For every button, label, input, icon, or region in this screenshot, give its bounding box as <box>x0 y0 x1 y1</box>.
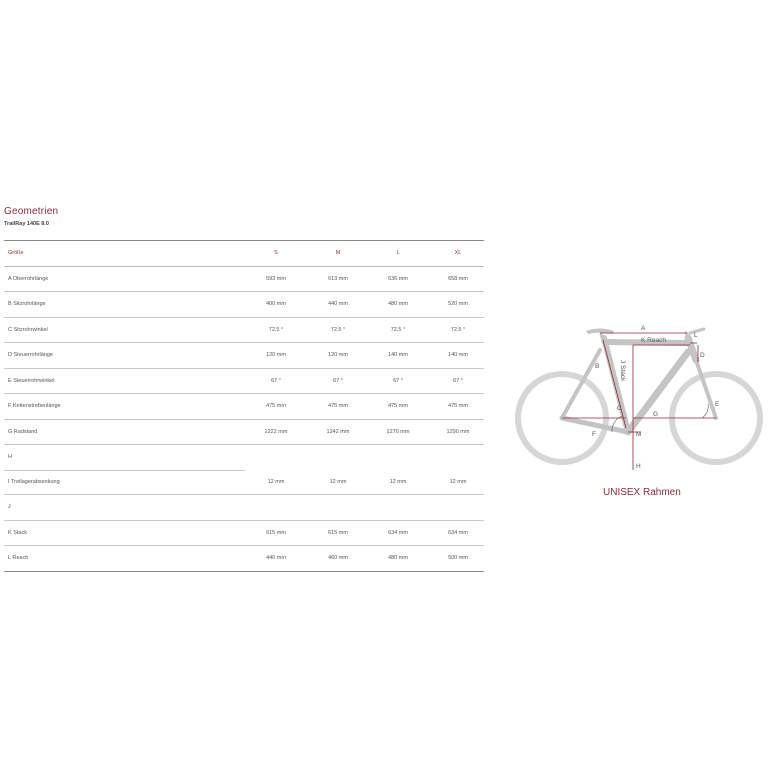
cell-l: 480 mm <box>388 301 408 307</box>
cell-s: 400 mm <box>266 301 286 307</box>
label-d: D <box>700 352 705 359</box>
table-header-row <box>4 241 484 267</box>
row-label: A Oberrohrlänge <box>8 275 49 282</box>
cell-m: 12 mm <box>329 478 347 485</box>
table-row <box>4 546 484 572</box>
cell-l: 634 mm <box>388 529 408 536</box>
cell-l: 480 mm <box>388 555 408 561</box>
header-size-l: L <box>396 250 400 256</box>
row-label: H <box>8 454 12 460</box>
label-j-stack: J Stack <box>619 360 626 382</box>
row-label: B Sitzrohrlänge <box>8 301 46 307</box>
row-label: D Steuerrohrlänge <box>8 352 53 358</box>
header-size-s: S <box>274 250 278 256</box>
label-c: C <box>617 405 622 412</box>
cell-m: 120 mm <box>328 352 348 358</box>
cell-m: 1242 mm <box>326 428 350 435</box>
geometry-table <box>4 240 484 572</box>
cell-m: 475 mm <box>328 403 348 409</box>
cell-s: 120 mm <box>266 352 286 358</box>
cell-m: 440 mm <box>328 301 348 307</box>
table-row <box>4 521 484 547</box>
cell-l: 72,5 ° <box>390 326 406 333</box>
cell-xl: 634 mm <box>448 529 468 536</box>
cell-s: 593 mm <box>266 275 286 282</box>
cell-l: 140 mm <box>388 352 408 358</box>
cell-l: 12 mm <box>389 478 407 485</box>
label-g: G <box>653 411 659 418</box>
cell-l: 67 ° <box>393 377 403 384</box>
row-label: E Steuerrohrwinkel <box>8 377 55 384</box>
page-title: Geometrien <box>4 206 59 217</box>
table-row <box>4 292 484 318</box>
label-b: B <box>595 363 600 370</box>
table-row <box>4 420 484 446</box>
table-row <box>4 318 484 344</box>
table-row <box>4 470 484 496</box>
label-a: A <box>641 325 646 332</box>
label-e: E <box>715 401 720 408</box>
table-row <box>4 267 484 293</box>
cell-xl: 67 ° <box>453 377 463 384</box>
header-size-m: M <box>335 250 341 256</box>
table-row <box>4 394 484 420</box>
cell-s: 12 mm <box>267 478 285 485</box>
cell-xl: 475 mm <box>448 403 468 409</box>
row-label: I Tretlagerabsenkung <box>8 478 60 485</box>
cell-l: 636 mm <box>388 275 408 282</box>
cell-xl: 12 mm <box>449 478 467 485</box>
cell-s: 67 ° <box>271 377 281 384</box>
cell-s: 615 mm <box>266 529 286 536</box>
bike-geometry-diagram <box>510 320 768 480</box>
cell-m: 613 mm <box>328 275 348 282</box>
cell-s: 440 mm <box>266 555 286 561</box>
cell-s: 1222 mm <box>264 428 288 435</box>
table-row <box>4 495 484 521</box>
frame-caption: UNISEX Rahmen <box>603 487 681 498</box>
cell-xl: 500 mm <box>448 555 468 561</box>
row-label: J <box>8 504 11 510</box>
cell-m: 460 mm <box>328 555 348 561</box>
cell-l: 1270 mm <box>386 428 410 435</box>
table-row <box>4 369 484 395</box>
row-label: G Radstand <box>8 428 38 435</box>
cell-xl: 1290 mm <box>446 428 470 435</box>
label-k-reach: K Reach <box>641 337 666 344</box>
label-h: H <box>636 463 641 470</box>
cell-l: 475 mm <box>388 403 408 409</box>
cell-m: 67 ° <box>333 377 343 384</box>
row-label: K Stack <box>8 529 27 536</box>
model-name: TrailRay 140E 8.0 <box>4 221 49 227</box>
label-m: M <box>636 431 642 438</box>
cell-xl: 658 mm <box>448 275 468 282</box>
cell-xl: 140 mm <box>448 352 468 358</box>
header-size-xl: XL <box>454 250 462 256</box>
row-label: F Kettenstrebenlänge <box>8 403 61 409</box>
header-size-label: Größe <box>8 250 24 256</box>
row-label: L Reach <box>8 555 29 561</box>
row-label: C Sitzrohrwinkel <box>8 326 48 333</box>
cell-s: 475 mm <box>266 403 286 409</box>
table-row <box>4 343 484 369</box>
cell-s: 72,5 ° <box>268 326 284 333</box>
cell-m: 72,5 ° <box>330 326 346 333</box>
label-f: F <box>592 431 596 438</box>
cell-xl: 520 mm <box>448 301 468 307</box>
cell-xl: 72,5 ° <box>450 326 466 333</box>
cell-m: 615 mm <box>328 529 348 536</box>
table-row <box>4 445 484 470</box>
label-l: L <box>694 332 698 339</box>
